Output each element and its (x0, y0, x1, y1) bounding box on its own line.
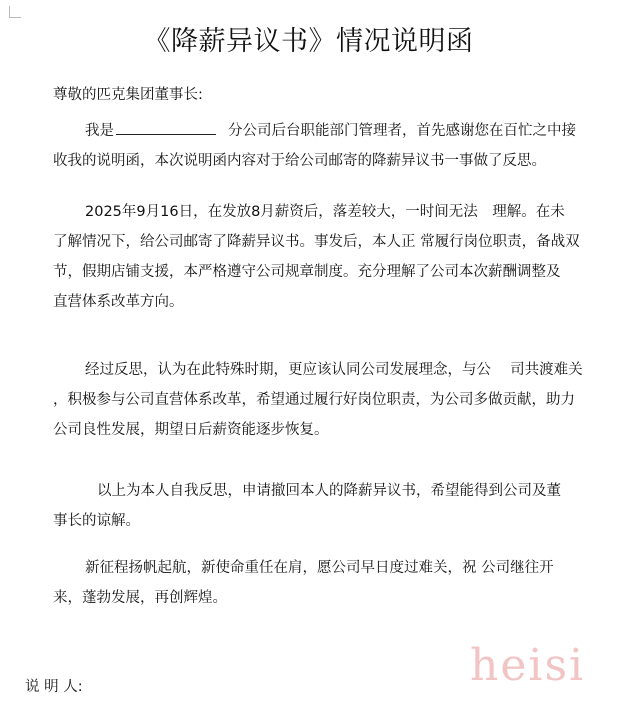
watermark: heisi (470, 640, 586, 691)
paragraph-line: ，积极参与公司直营体系改革，希望通过履行好岗位职责，为公司多做贡献，助力 (53, 392, 575, 408)
paragraph-line: 以上为本人自我反思，申请撤回本人的降薪异议书，希望能得到公司及董 (97, 483, 561, 499)
paragraph-line: 了解情况下，给公司邮寄了降薪异议书。事发后，本人正 常履行岗位职责，备战双 (53, 234, 580, 250)
name-blank-field (116, 119, 216, 135)
paragraph-line: 新征程扬帆起航，新使命重任在肩，愿公司早日度过难关，祝 公司继往开 (85, 560, 554, 576)
paragraph-text: 我是 (85, 123, 114, 139)
paragraph-text: 分公司后台职能部门管理者，首先感谢您在百忙之中接 (228, 123, 576, 139)
page-corner-mark (9, 6, 21, 18)
paragraph-line (53, 116, 598, 146)
paragraph-3 (53, 355, 598, 445)
paragraph-line: 收我的说明函，本次说明函内容对于给公司邮寄的降薪异议书一事做了反思。 (53, 153, 546, 169)
paragraph-line: 来，蓬勃发展，再创辉煌。 (53, 590, 227, 606)
paragraph-5 (53, 553, 598, 613)
paragraph-line: 节，假期店铺支援，本严格遵守公司规章制度。充分理解了公司本次薪酬调整及 (53, 264, 561, 280)
document-title: 《降薪异议书》情况说明函 (143, 26, 474, 57)
signer-label: 说 明 人: (25, 679, 83, 695)
paragraph-line: 经过反思，认为在此特殊时期，更应该认同公司发展理念，与公 司共渡难关 (85, 362, 583, 378)
paragraph-line: 公司良性发展，期望日后薪资能逐步恢复。 (53, 422, 329, 438)
paragraph-line: 直营体系改革方向。 (53, 294, 184, 310)
salutation: 尊敬的匹克集团董事长: (53, 87, 203, 103)
paragraph-1 (53, 116, 598, 176)
paragraph-4 (53, 476, 598, 536)
paragraph-2 (53, 197, 598, 317)
paragraph-line: 2025年9月16日，在发放8月薪资后，落差较大，一时间无法 理解。在未 (85, 204, 565, 220)
paragraph-line: 事长的谅解。 (53, 513, 140, 529)
